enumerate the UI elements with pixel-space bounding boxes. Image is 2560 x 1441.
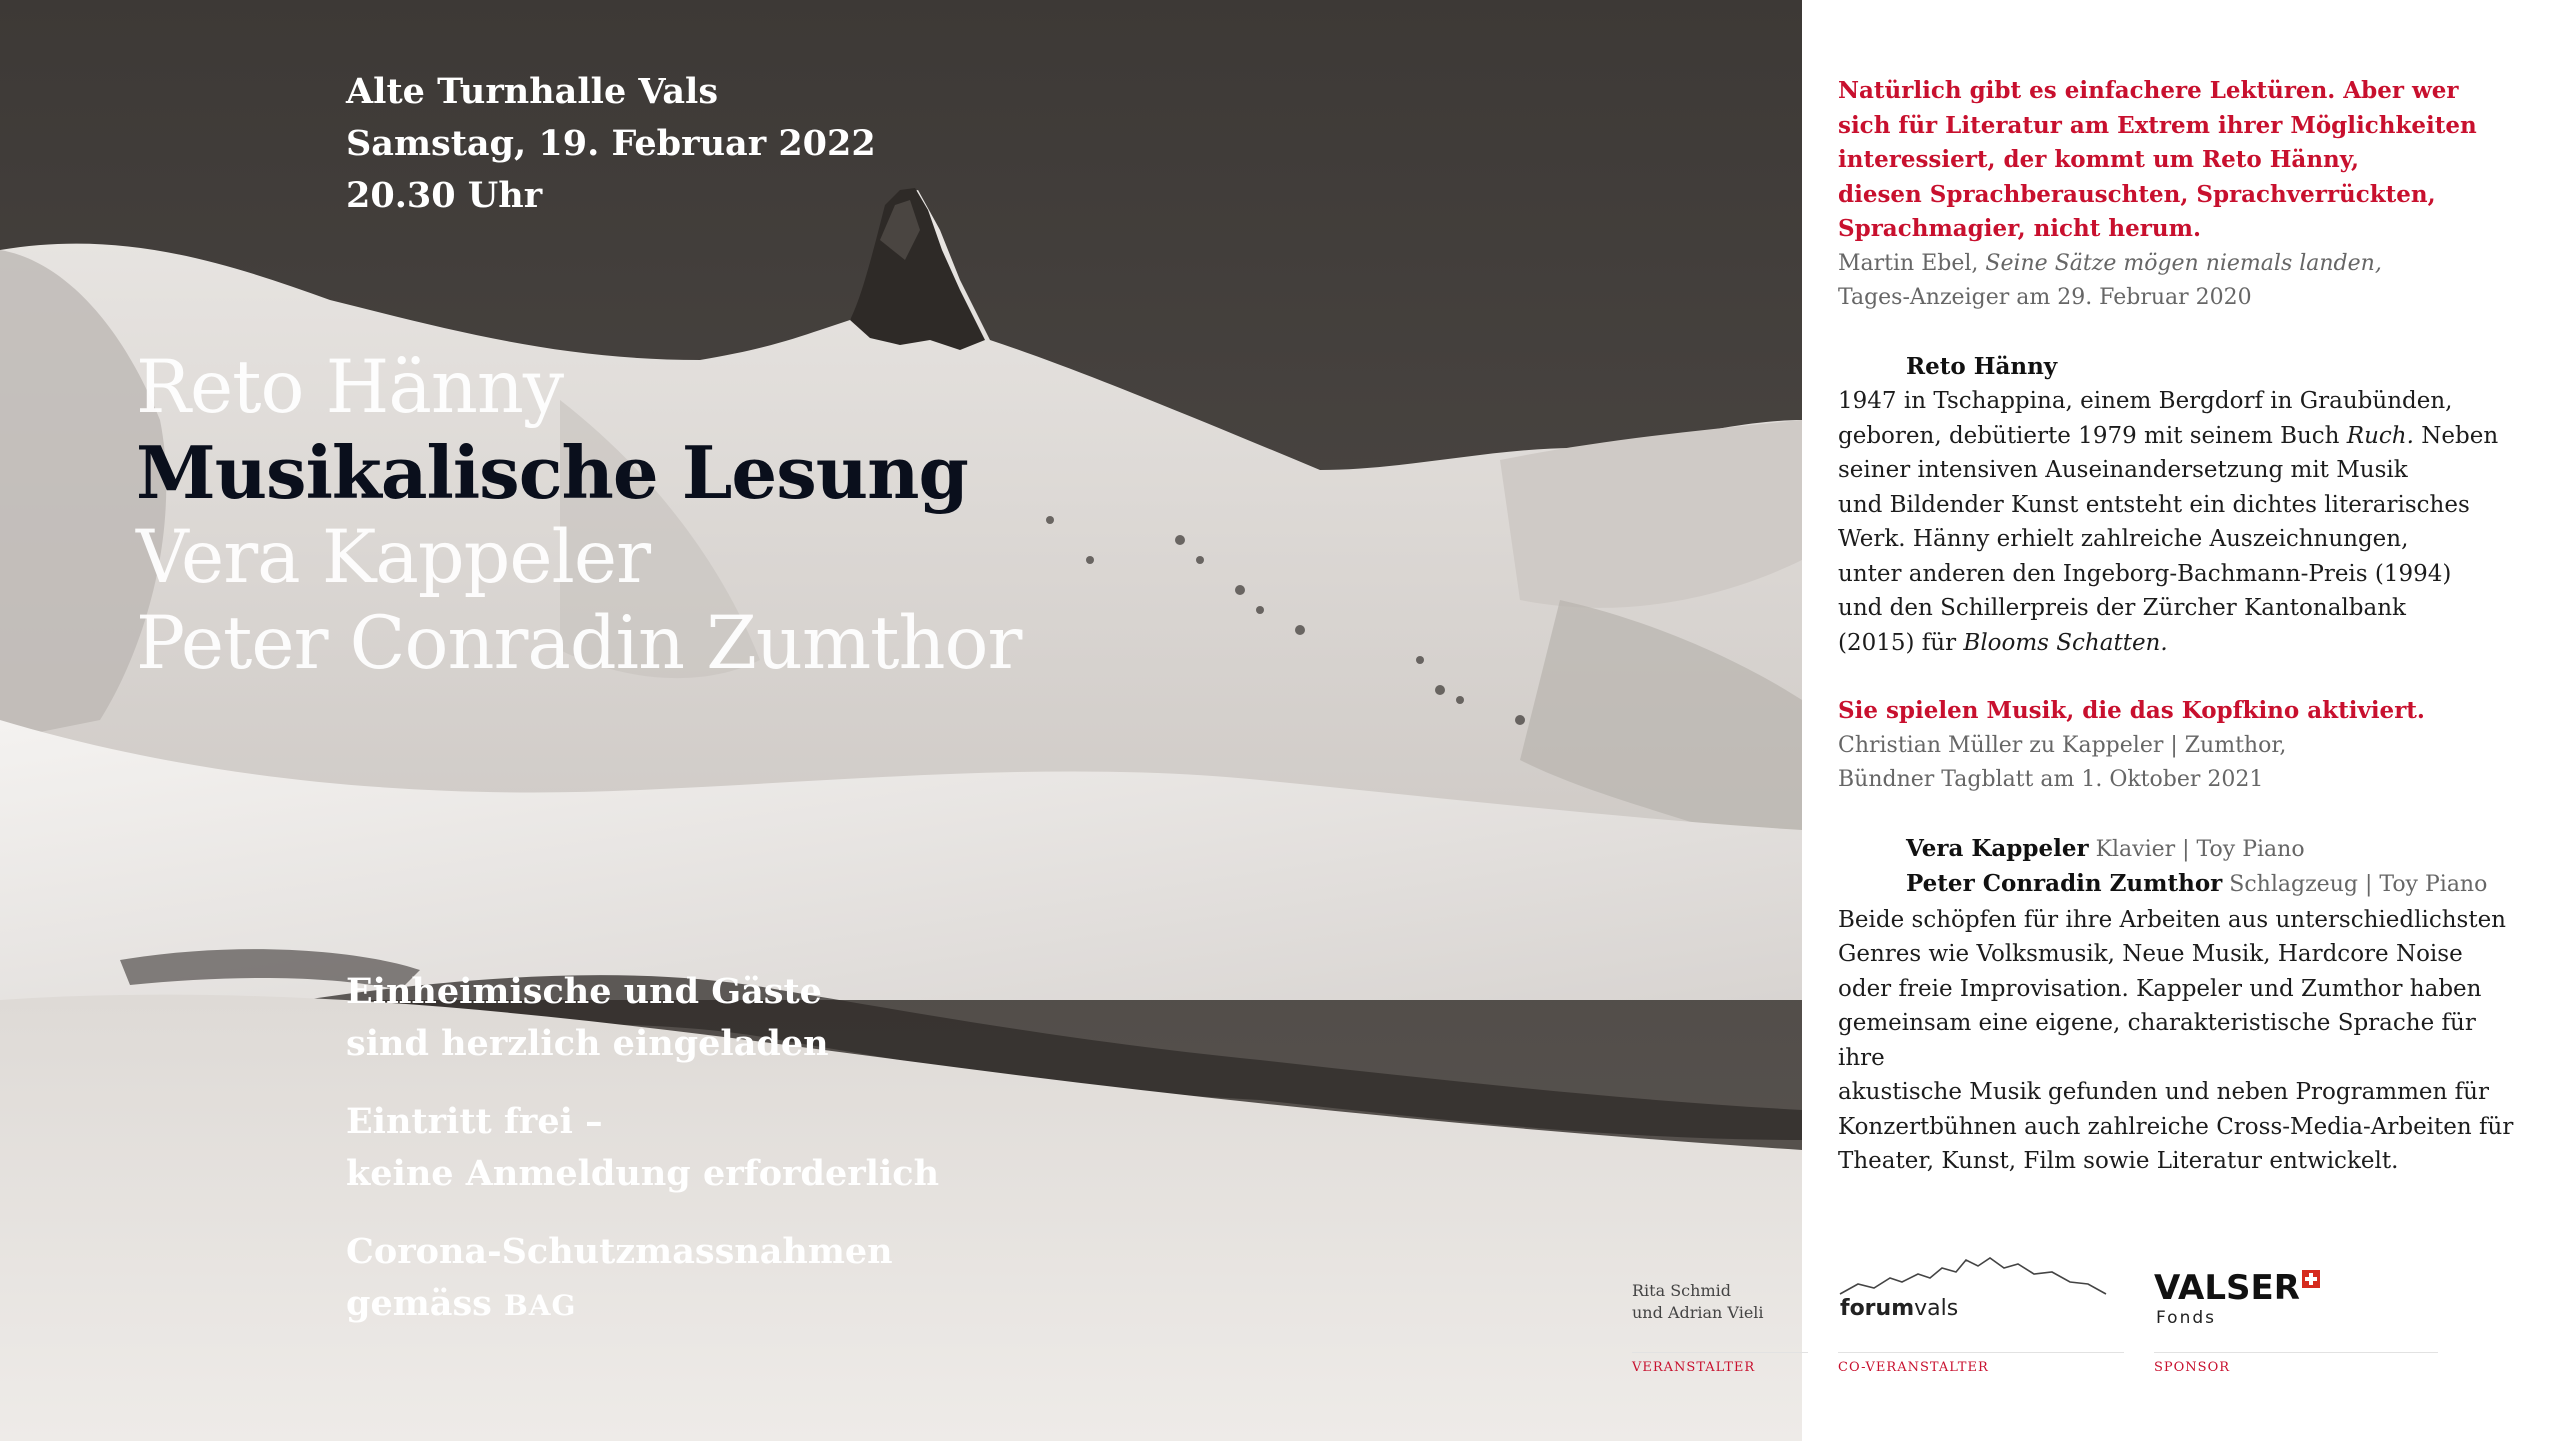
entry-line: keine Anmeldung erforderlich [346, 1153, 940, 1194]
bio-line: unter anderen den Ingeborg-Bachmann-Preis (1994) [1838, 560, 2452, 587]
invite-line: Einheimische und Gäste [346, 971, 822, 1012]
bio-line: seiner intensiven Auseinandersetzung mit Musik [1838, 457, 2408, 483]
author-name: Reto Hänny [136, 345, 564, 430]
quote-line: Sie spielen Musik, die das Kopfkino aktiviert. [1838, 697, 2425, 724]
quote-source-publication: Bündner Tagblatt am 1. Oktober 2021 [1838, 767, 2264, 792]
musician-2-name: Peter Conradin Zumthor [136, 601, 1022, 686]
event-title: Musikalische Lesung [136, 430, 968, 515]
organizer-label: VERANSTALTER [1632, 1360, 1756, 1375]
bio-line: Genres wie Volksmusik, Neue Musik, Hardcore Noise [1838, 941, 2463, 967]
quote-line: sich für Literatur am Extrem ihrer Möglichkeiten [1838, 111, 2477, 139]
quote-line: interessiert, der kommt um Reto Hänny, [1838, 146, 2359, 173]
invitation-note [346, 966, 939, 1070]
musician-1-name: Vera Kappeler [136, 515, 651, 600]
bio-line [1838, 419, 2528, 454]
bio-musicians [1838, 832, 2528, 1179]
footer-divider [2154, 1352, 2438, 1353]
coorganizer-label: CO-VERANSTALTER [1838, 1360, 1989, 1375]
bio-line: 1947 in Tschappina, einem Bergdorf in Graubünden, [1838, 388, 2453, 414]
organizer-line: Rita Schmid [1632, 1281, 1731, 1300]
entry-note [346, 1096, 939, 1200]
bio-line: akustische Musik gefunden und neben Programmen für [1838, 1079, 2489, 1105]
bio-line: Werk. Hänny erhielt zahlreiche Auszeichnungen, [1838, 526, 2409, 552]
forumvals-logo [1840, 1296, 1958, 1321]
quote-line: Natürlich gibt es einfachere Lektüren. Aber wer [1838, 77, 2459, 104]
quote-musicians [1838, 694, 2528, 798]
bio-line: Theater, Kunst, Film sowie Literatur entwickelt. [1838, 1148, 2399, 1174]
sponsor-label: SPONSOR [2154, 1360, 2231, 1375]
bio-text: (2015) für [1838, 629, 1964, 656]
book-title: Blooms Schatten. [1963, 629, 2168, 656]
bio-line: und den Schillerpreis der Zürcher Kantonalbank [1838, 595, 2406, 621]
bio-line: Beide schöpfen für ihre Arbeiten aus unterschiedlichsten [1838, 906, 2506, 933]
event-info [346, 966, 939, 1358]
quote-source: Christian Müller zu Kappeler | Zumthor, [1838, 732, 2287, 758]
valser-logo [2154, 1268, 2320, 1308]
corona-line [346, 1278, 939, 1332]
performer-names [136, 345, 1021, 687]
event-time: 20.30 Uhr [346, 175, 543, 216]
quote-line: Sprachmagier, nicht herum. [1838, 215, 2201, 242]
bio-text: geboren, debütierte 1979 mit seinem Buch [1838, 422, 2347, 449]
invite-line: sind herzlich eingeladen [346, 1023, 829, 1064]
logo-light: vals [1914, 1296, 1959, 1321]
event-date: Samstag, 19. Februar 2022 [346, 123, 876, 164]
valser-fonds: Fonds [2156, 1308, 2216, 1328]
organizer-names [1632, 1280, 1764, 1324]
bag-abbreviation: BAG [504, 1289, 577, 1322]
organizer-line: und Adrian Vieli [1632, 1303, 1764, 1322]
musician-credit [1838, 867, 2528, 903]
bio-hanny [1838, 350, 2528, 661]
quote-hanny [1838, 74, 2528, 316]
musician-name: Vera Kappeler [1906, 834, 2089, 862]
musician-name: Peter Conradin Zumthor [1906, 870, 2223, 897]
event-details [346, 66, 876, 222]
quote-source [1838, 247, 2528, 282]
bio-text: Neben [2413, 422, 2499, 449]
venue: Alte Turnhalle Vals [346, 71, 719, 112]
bio-line: gemeinsam eine eigene, charakteristische Sprache für ihre [1838, 1010, 2476, 1071]
musician-instruments: Klavier | Toy Piano [2088, 836, 2305, 862]
bio-line [1838, 626, 2528, 661]
quote-source-publication: Tages-Anzeiger am 29. Februar 2020 [1838, 285, 2252, 310]
book-title: Ruch. [2346, 422, 2414, 449]
bio-line: Konzertbühnen auch zahlreiche Cross-Media-Arbeiten für [1838, 1113, 2514, 1140]
valser-wordmark: VALSER [2154, 1268, 2300, 1308]
bio-name: Reto Hänny [1906, 352, 2058, 380]
footer-divider [1838, 1352, 2124, 1353]
musician-instruments: Schlagzeug | Toy Piano [2222, 872, 2488, 897]
corona-prefix: gemäss [346, 1283, 505, 1324]
entry-line: Eintritt frei – [346, 1101, 603, 1142]
swiss-cross-icon [2302, 1270, 2320, 1288]
footer-divider [1632, 1352, 1808, 1353]
corona-line: Corona-Schutzmassnahmen [346, 1231, 893, 1272]
musician-credit [1838, 832, 2528, 868]
source-author: Martin Ebel, [1838, 250, 1986, 276]
bio-line: und Bildender Kunst entsteht ein dichtes literarisches [1838, 491, 2470, 518]
bio-line: oder freie Improvisation. Kappeler und Zumthor haben [1838, 975, 2482, 1002]
logo-bold: forum [1840, 1296, 1915, 1321]
source-title: Seine Sätze mögen niemals landen, [1985, 250, 2382, 276]
quote-line: diesen Sprachberauschten, Sprachverrückten, [1838, 180, 2436, 208]
forumvals-mountain-logo-icon [1838, 1250, 2108, 1300]
corona-note [346, 1226, 939, 1332]
description-column [1838, 74, 2528, 1179]
